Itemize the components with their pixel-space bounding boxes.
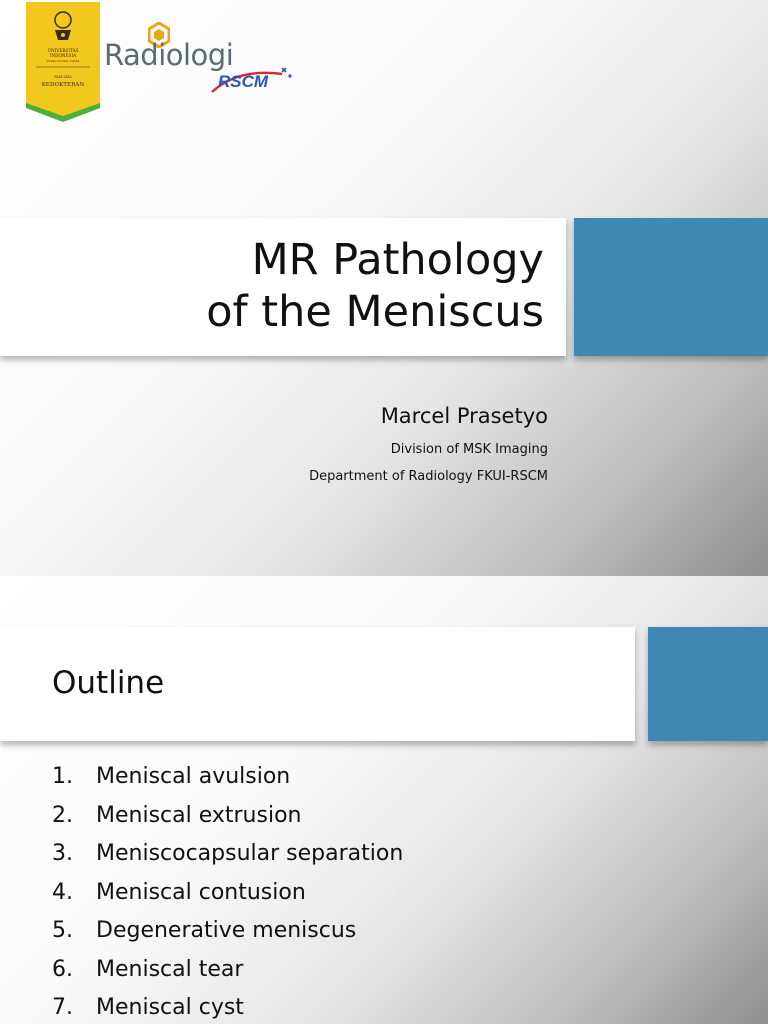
list-number: 6. bbox=[52, 956, 73, 982]
outline-heading: Outline bbox=[52, 665, 165, 701]
university-crest-icon bbox=[26, 2, 100, 122]
list-number: 1. bbox=[52, 764, 73, 789]
list-text: Meniscocapsular separation bbox=[96, 841, 404, 866]
list-item bbox=[52, 957, 403, 996]
list-item bbox=[52, 880, 403, 919]
list-text: Meniscal tear bbox=[96, 956, 244, 982]
affiliation-division: Division of MSK Imaging bbox=[390, 442, 548, 457]
svg-text:UNIVERSITAS: UNIVERSITAS bbox=[47, 48, 79, 53]
radiologi-rscm-logo bbox=[104, 22, 294, 96]
list-text: Meniscal extrusion bbox=[96, 802, 302, 828]
rscm-wordmark: RSCM bbox=[218, 72, 269, 91]
accent-block bbox=[648, 627, 768, 741]
list-number: 2. bbox=[52, 802, 73, 828]
affiliation-department: Department of Radiology FKUI-RSCM bbox=[309, 469, 548, 484]
list-text: Meniscal avulsion bbox=[96, 764, 291, 789]
title-line-1: MR Pathology bbox=[251, 235, 544, 285]
outline-band bbox=[0, 627, 635, 741]
svg-text:KEDOKTERAN: KEDOKTERAN bbox=[41, 82, 85, 88]
title-line-2: of the Meniscus bbox=[206, 287, 544, 337]
list-item bbox=[52, 918, 403, 957]
svg-text:Veritas, Probitas, Iustitia: Veritas, Probitas, Iustitia bbox=[46, 60, 80, 63]
list-item bbox=[52, 841, 403, 880]
universitas-indonesia-logo bbox=[26, 2, 100, 122]
svg-text:INDONESIA: INDONESIA bbox=[49, 53, 77, 58]
list-item bbox=[52, 803, 403, 842]
accent-block bbox=[574, 218, 768, 356]
list-item bbox=[52, 764, 403, 803]
list-number: 5. bbox=[52, 918, 73, 943]
list-item bbox=[52, 995, 403, 1024]
svg-text:FAKULTAS: FAKULTAS bbox=[54, 75, 72, 79]
radiologi-wordmark: Radiologi bbox=[104, 38, 234, 72]
presentation-title bbox=[206, 234, 544, 338]
list-text: Degenerative meniscus bbox=[96, 918, 357, 943]
list-number: 7. bbox=[52, 995, 73, 1020]
title-band bbox=[0, 218, 566, 356]
list-number: 3. bbox=[52, 841, 73, 866]
author-name: Marcel Prasetyo bbox=[380, 404, 548, 428]
outline-slide bbox=[0, 576, 768, 1024]
list-text: Meniscal cyst bbox=[96, 995, 244, 1020]
outline-list bbox=[52, 764, 403, 1024]
list-text: Meniscal contusion bbox=[96, 879, 306, 905]
list-number: 4. bbox=[52, 879, 73, 905]
